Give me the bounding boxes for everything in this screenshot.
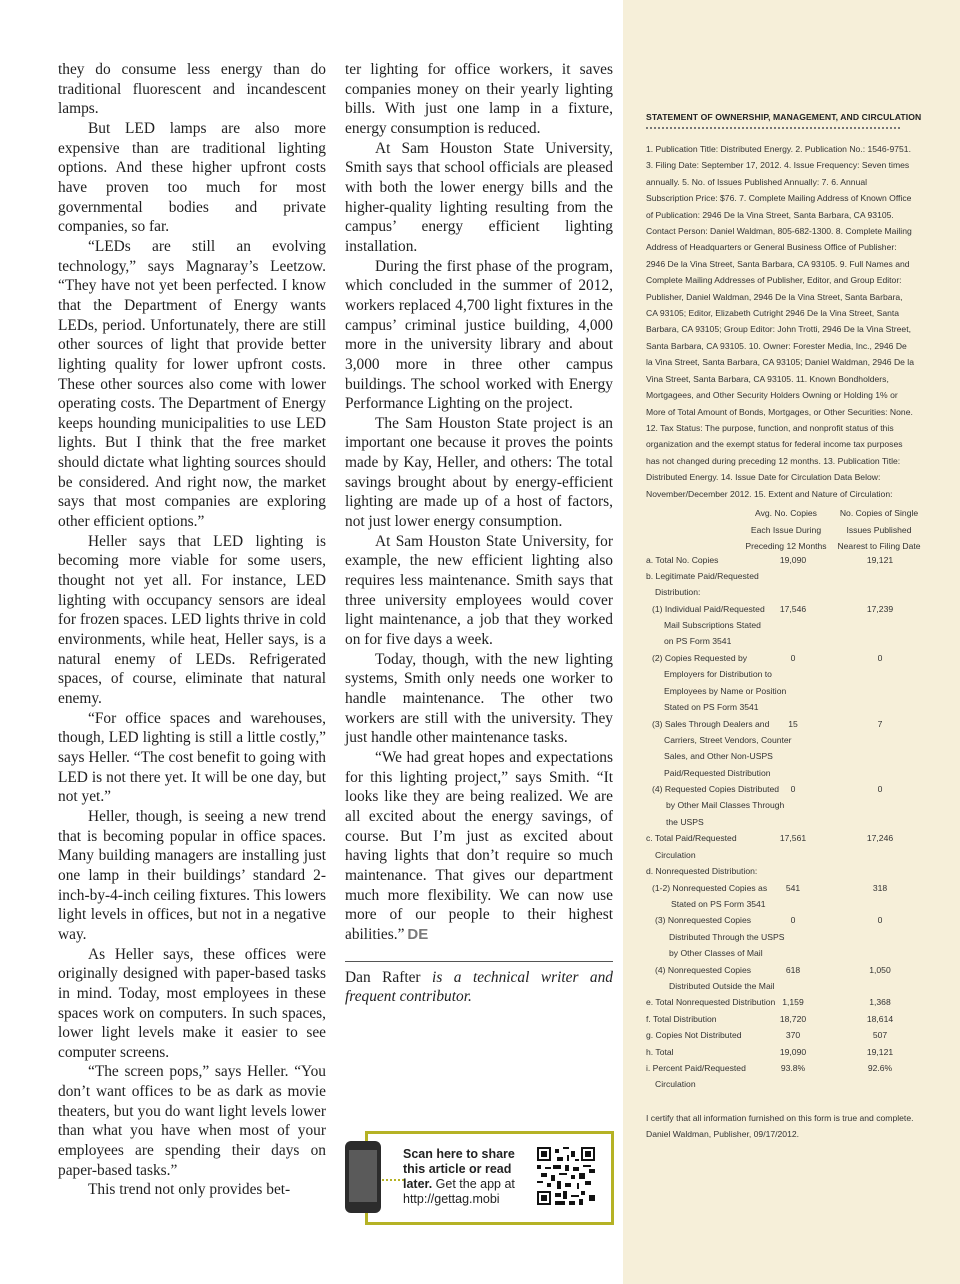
scan-line-1: Scan here to share [403, 1147, 515, 1161]
header-line: Preceding 12 Months [745, 541, 827, 551]
row-label: Sales, and Other Non-USPS [664, 751, 773, 762]
single-issue-value: 0 [877, 915, 883, 926]
row-label: f. Total Distribution [646, 1013, 717, 1024]
article-column-1 [58, 60, 326, 1200]
header-line: Nearest to Filing Date [837, 541, 921, 551]
single-issue-value: 1,050 [869, 964, 891, 975]
end-mark: DE [407, 925, 429, 943]
average-value: 93.8% [780, 1062, 806, 1073]
article-column-2 [345, 60, 613, 1007]
single-issue-value: 17,246 [866, 833, 894, 844]
single-issue-value: 507 [872, 1030, 888, 1041]
average-value: 0 [790, 652, 796, 663]
average-value: 0 [790, 915, 796, 926]
row-label: Employers for Distribution to [664, 669, 772, 680]
row-label: a. Total No. Copies [646, 554, 719, 565]
average-value: 370 [785, 1030, 801, 1041]
row-label: Stated on PS Form 3541 [671, 898, 766, 909]
average-value: 618 [785, 964, 801, 975]
paragraph: But LED lamps are also more expensive than are traditional lighting options. And these higher upfront costs have proven too much for most governmental bodies and private companies, so far. [58, 119, 326, 236]
row-label: Distribution: [655, 587, 701, 598]
dotted-divider [646, 127, 900, 129]
row-label: Distributed Outside the Mail [669, 980, 775, 991]
single-issue-value: 0 [877, 784, 883, 795]
final-text: “We had great hopes and expectations for this lighting project,” says Smith. “It looks like they are being realized. We are all excited about the energy savings, of course. But I’m just as excited about having lights that don’t require so much maintenance. That gives our department much more flexibility. We can now use more of our people to their highest abilities.” [345, 748, 613, 943]
average-value: 17,546 [779, 603, 807, 614]
scan-line-2: this article or read [403, 1162, 512, 1176]
single-issue-value: 0 [877, 652, 883, 663]
row-label: by Other Mail Classes Through [666, 800, 785, 811]
scan-url[interactable]: http://gettag.mobi [403, 1192, 500, 1206]
row-label: (2) Copies Requested by [652, 652, 748, 663]
average-value: 19,090 [779, 554, 807, 565]
row-label: c. Total Paid/Requested [646, 833, 737, 844]
paragraph: “LEDs are still an evolving technology,” says Magnaray’s Leetzow. “They have not yet been perfected. I know that the Department of Energy wants LEDs, period. Unfortunately, there are still other sources of light that provide better lighting quality for lower upfront costs. These other sources also come with lower operating costs. The Department of Energy keeps hounding municipalities to use LED lights. But I think that the free market should dictate what lighting sources should be considered. And right now, the market says that most companies are exploring other efficient options.” [58, 237, 326, 531]
single-issue-value: 7 [877, 718, 883, 729]
row-label: the USPS [666, 816, 704, 827]
row-label: b. Legitimate Paid/Requested [646, 570, 759, 581]
scan-promo-text [403, 1147, 523, 1207]
paragraph: “For office spaces and warehouses, though, LED lighting is still a little costly,” says Heller. “The cost benefit to going with LED is not there yet. It will be one day, but not yet.” [58, 709, 326, 806]
paragraph: At Sam Houston State University, Smith says that school officials are pleased with both the lower energy bills and the higher-quality lighting resulting from the campus’ energy efficient lighting installation. [345, 139, 613, 255]
phone-icon [345, 1141, 381, 1213]
row-label: (1) Individual Paid/Requested [652, 603, 765, 614]
row-label: e. Total Nonrequested Distribution [646, 997, 776, 1008]
single-issue-value: 1,368 [869, 997, 891, 1008]
row-label: (3) Nonrequested Copies [655, 915, 752, 926]
row-label: (4) Nonrequested Copies [655, 964, 752, 975]
average-value: 18,720 [779, 1013, 807, 1024]
column-header-single-issue [833, 505, 925, 555]
average-value: 0 [790, 784, 796, 795]
row-label: by Other Classes of Mail [669, 948, 763, 959]
header-line: Each Issue During [750, 524, 822, 535]
average-value: 1,159 [782, 997, 804, 1008]
paragraph: At Sam Houston State University, for example, the new efficient lighting also requires less maintenance. Smith says that three university employees would cover light maintenance, a job that they worked on for five days a week. [345, 532, 613, 649]
row-label: d. Nonrequested Distribution: [646, 866, 758, 877]
paragraph: they do consume less energy than do traditional fluorescent and incandescent lamps. [58, 61, 326, 118]
row-label: Mail Subscriptions Stated [664, 620, 761, 631]
paragraph: “The screen pops,” says Heller. “You don’t want offices to be as dark as movie theaters, but you do want light levels lower than what you have when most of your employees are spending their days on paper-based tasks.” [58, 1063, 326, 1179]
paragraph: During the first phase of the program, which concluded in the summer of 2012, workers replaced 4,700 light fixtures in the campus’ criminal justice building, 4,000 more in the university library and about 3,000 more in three other campus buildings. The school worked with Energy Performance Lighting on the project. [345, 257, 613, 413]
row-label: on PS Form 3541 [664, 636, 732, 647]
scan-line-3: Get the app at [432, 1177, 515, 1191]
row-label: Circulation [655, 1079, 696, 1090]
statement-body: 1. Publication Title: Distributed Energy. 2. Publication No.: 1546-9751. 3. Filing Date: September 17, 2012. 4. Issue Frequency: Seven times annually. 5. No. of Issues Published Annually: 7. 6. Annual Subscription Price: $76. 7. Complete Mailing Address of Known Office of Publication: 2946 De la Vina Street, Santa Barbara, CA 93105. Contact Person: Daniel Waldman, 805-682-1300. 8. Complete Mailing Address of Headquarters or General Business Office of Publisher: 2946 De la Vina Street, Santa Barbara, CA 93105. 9. Full Names and Complete Mailing Addresses of Publisher, Editor, and Group Editor: Publisher, Daniel Waldman, 2946 De la Vina Street, Santa Barbara, CA 93105; Editor, Elizabeth Cutright 2946 De la Vina Street, Santa Barbara, CA 93105; Group Editor: John Trotti, 2946 De la Vina Street, Santa Barbara, CA 93105. 10. Owner: Forester Media, Inc., 2946 De la Vina Street, Santa Barbara, CA 93105; Daniel Waldman, 2946 De la Vina Street, Santa Barbara, CA 93105. 11. Known Bondholders, Mortgagees, and Other Security Holders Owning or Holding 1% or More of Total Amount of Bonds, Mortgages, or Other Securities: None. 12. Tax Status: The purpose, function, and nonprofit status of this organization and the exempt status for federal income tax purposes has not changed during preceding 12 months. 13. Publication Title: Distributed Energy. 14. Issue Date for Circulation Data Below: November/December 2012. 15. Extent and Nature of Circulation: [646, 144, 915, 499]
scan-promo [345, 1131, 612, 1223]
paragraph: Today, though, with the new lighting systems, Smith only needs one worker to handle maintenance. The other two workers are still with the university. They just handle other maintenance tasks. [345, 650, 613, 747]
average-value: 17,561 [779, 833, 807, 844]
paragraph: Heller, though, is seeing a new trend that is becoming popular in office spaces. Many building managers are installing just one lamp in their buildings’ standard 2-inch-by-4-inch ceiling fixtures. This lowers light levels in offices, but not in a negative way. [58, 807, 326, 943]
dotted-connector [382, 1179, 404, 1181]
row-label: i. Percent Paid/Requested [646, 1062, 746, 1073]
single-issue-value: 318 [872, 882, 888, 893]
paragraph: As Heller says, these offices were originally designed with paper-based tasks in mind. Today, most employees in these spaces work on computers. In such spaces, lower light levels make it easier to see computer screens. [58, 945, 326, 1061]
header-line: Avg. No. Copies [755, 508, 817, 518]
row-label: Distributed Through the USPS [669, 931, 785, 942]
paragraph: Heller says that LED lighting is becoming more viable for some users, thought not yet all. For instance, LED lighting with occupancy sensors are ideal for frozen spaces. LED lights thrive in cold environments, while heat, Heller says, is a natural enemy of LEDs. Refrigerated spaces, of course, eliminate that natural enemy. [58, 532, 326, 707]
scan-line-3-bold: later. [403, 1177, 433, 1191]
row-label: g. Copies Not Distributed [646, 1030, 742, 1041]
author-bio-text [345, 968, 613, 1007]
row-label: Paid/Requested Distribution [664, 767, 771, 778]
paragraph: The Sam Houston State project is an important one because it proves the points made by Kay, Heller, and others: The total savings brought about by energy-efficient lighting are made up of a host of factors, not just lower energy consumption. [345, 414, 613, 531]
row-label: (4) Requested Copies Distributed [652, 784, 780, 795]
certification-statement: I certify that all information furnished on this form is true and complete. Daniel Waldman, Publisher, 09/17/2012. [646, 1113, 914, 1140]
row-label: Employees by Name or Position [664, 685, 787, 696]
single-issue-value: 19,121 [866, 554, 894, 565]
row-label: h. Total [646, 1046, 674, 1057]
single-issue-value: 18,614 [866, 1013, 894, 1024]
author-name: Dan Rafter [345, 968, 421, 986]
row-label: (3) Sales Through Dealers and [652, 718, 770, 729]
statement-heading: STATEMENT OF OWNERSHIP, MANAGEMENT, AND CIRCULATION [646, 112, 922, 122]
row-label: Stated on PS Form 3541 [664, 702, 759, 713]
author-bio [345, 961, 613, 1007]
column-header-average [741, 505, 831, 555]
paragraph-final [345, 748, 613, 945]
ownership-statement-sidebar [623, 0, 960, 1284]
author-description: is a technical writer and frequent contributor. [345, 968, 613, 1006]
average-value: 541 [785, 882, 801, 893]
qr-code-icon[interactable] [537, 1147, 595, 1205]
header-line: Issues Published [846, 524, 912, 535]
row-label: (1-2) Nonrequested Copies as [652, 882, 768, 893]
single-issue-value: 92.6% [867, 1062, 893, 1073]
row-label: Carriers, Street Vendors, Counter [664, 734, 792, 745]
header-line: No. Copies of Single [839, 508, 919, 518]
single-issue-value: 19,121 [866, 1046, 894, 1057]
average-value: 15 [788, 718, 798, 729]
average-value: 19,090 [779, 1046, 807, 1057]
row-label: Circulation [655, 849, 696, 860]
single-issue-value: 17,239 [866, 603, 894, 614]
paragraph: ter lighting for office workers, it saves companies money on their yearly lighting bills. With just one lamp in a fixture, energy consumption is reduced. [345, 61, 613, 137]
paragraph: This trend not only provides bet- [88, 1181, 291, 1199]
